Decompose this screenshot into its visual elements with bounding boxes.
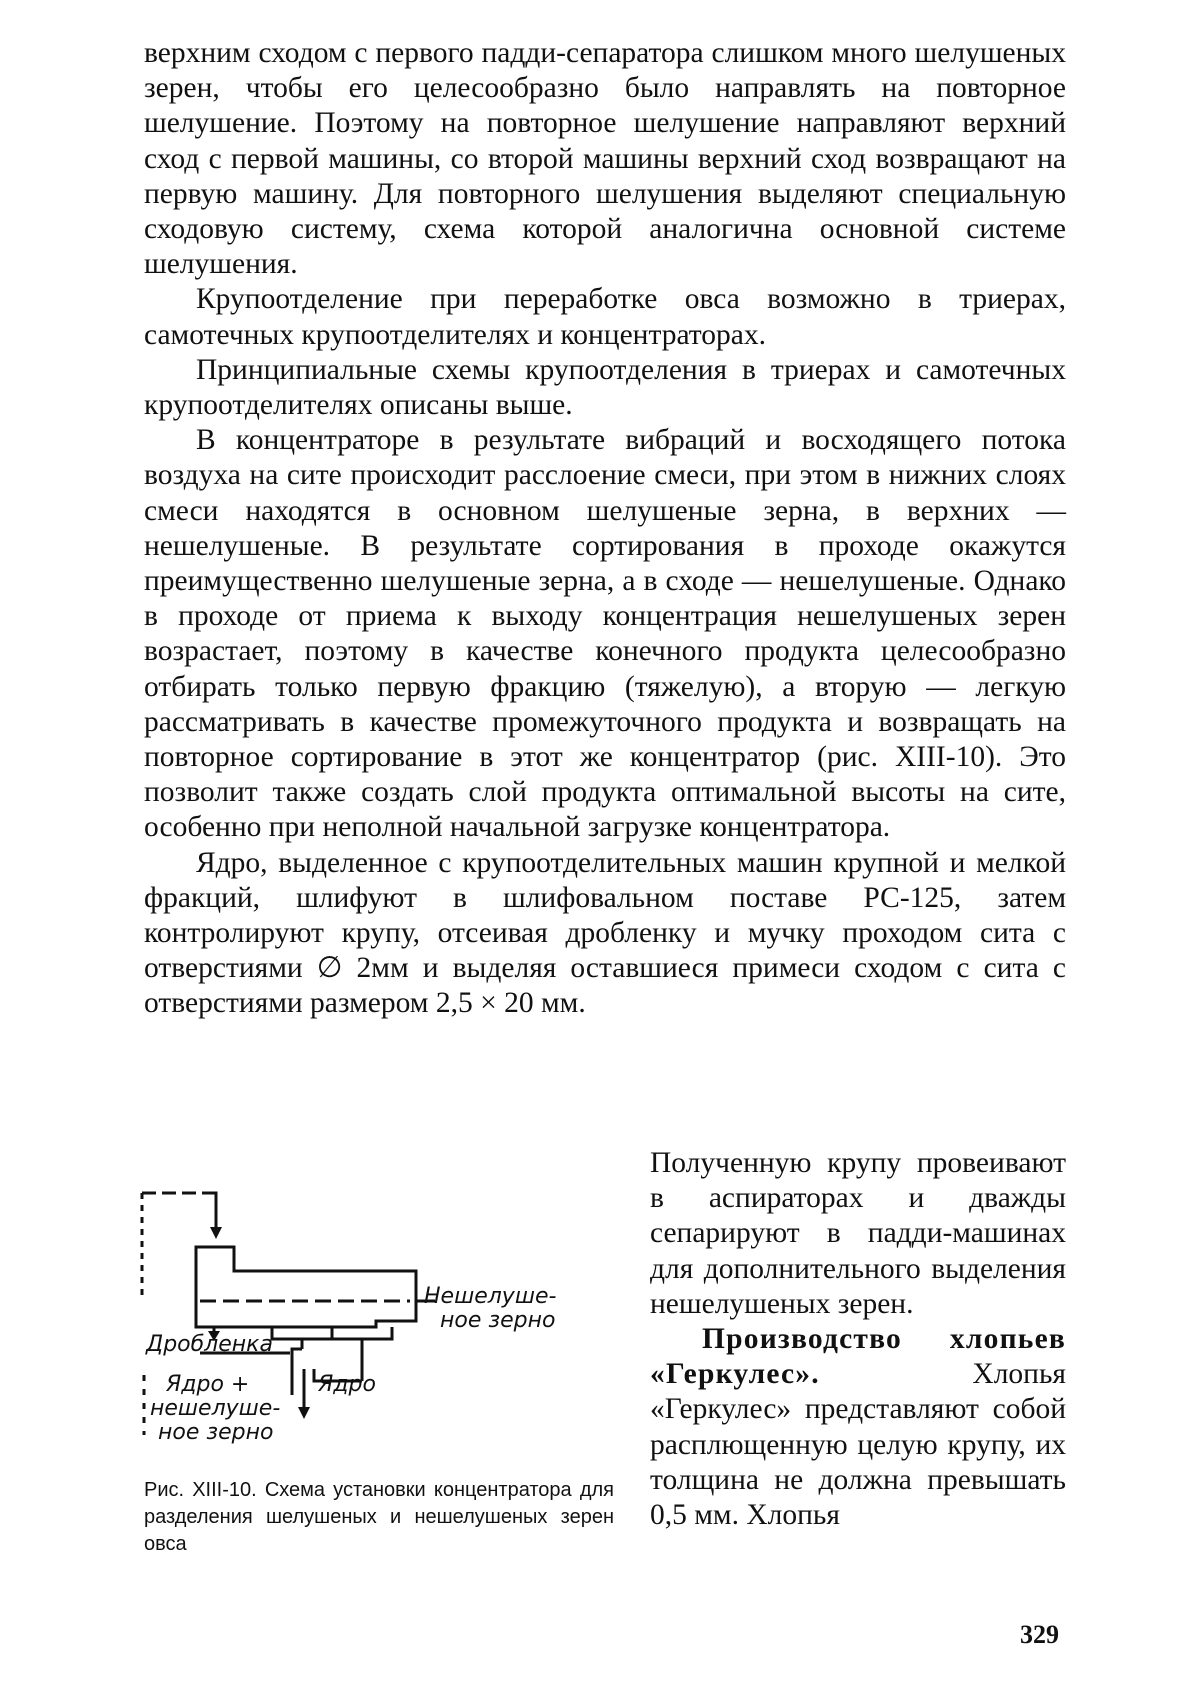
kernel-arrow [298, 1407, 310, 1419]
label-kernel-mix-2: нешелуше- [150, 1396, 280, 1421]
paragraph-5: Ядро, выделенное с крупоотделительных машин крупной и мелкой фракций, шлифуют в шлифовальном поставе РС-125, затем контролируют крупу, отсеивая дробленку и мучку проходом сита с отверстиями ∅ 2мм и выделяя оставшиеся примеси сходом с сита с отверстиями размером 2,5 × 20 мм. [144, 846, 1066, 1022]
label-kernel-mix-1: Ядро + [165, 1372, 249, 1397]
inlet-arrow [210, 1227, 222, 1239]
main-text [144, 36, 1066, 1022]
hopper-3 [332, 1327, 392, 1339]
section-text: Хлопья «Геркулес» представляют собой расплющенную целую крупу, их толщина не должна превышать 0,5 мм. Хлопья [650, 1358, 1066, 1531]
section-paragraph [650, 1322, 1066, 1533]
label-unhulled-1: Нешелуше- [424, 1284, 556, 1309]
right-column-continuation: Полученную крупу провеивают в аспираторах и дважды сепарируют в падди-машинах для дополнительного выделения нешелушеных зерен. [650, 1146, 1066, 1322]
kernel-mix-line [292, 1349, 302, 1395]
label-broken: Дробленка [145, 1332, 273, 1357]
book-page [0, 0, 1200, 1698]
hopper-2 [272, 1327, 332, 1339]
inlet-pipe [208, 1193, 216, 1231]
concentrator-scheme-figure [140, 1185, 620, 1445]
label-kernel: Ядро [317, 1372, 376, 1397]
paragraph-1: верхним сходом с первого падди-сепаратора слишком много шелушеных зерен, чтобы его целесообразно было направлять на повторное шелушение. Поэтому на повторное шелушение направляют верхний сход с первой машины, со второй машины верхний сход возвращают на первую машину. Для повторного шелушения выделяют специальную сходовую систему, схема которой аналогична основной системе шелушения. [144, 36, 1066, 282]
paragraph-2: Крупоотделение при переработке овса возможно в триерах, самотечных крупоотделителях и концентраторах. [144, 282, 1066, 352]
paragraph-4: В концентраторе в результате вибраций и восходящего потока воздуха на сите происходит расслоение смеси, при этом в нижних слоях смеси находятся в основном шелушеные зерна, в верхних — нешелушеные. В результате сортирования в проходе окажутся преимущественно шелушеные зерна, а в сходе — нешелушеные. Однако в проходе от приема к выходу концентрация нешелушеных зерен возрастает, поэтому в качестве конечного продукта целесообразно отбирать только первую фракцию (тяжелую), а вторую — легкую рассматривать в качестве промежуточного продукта и возвращать на повторное сортирование в этот же концентратор (рис. XIII-10). Это позволит также создать слой продукта оптимальной высоты на сите, особенно при неполной начальной загрузке концентратора. [144, 423, 1066, 845]
paragraph-3: Принципиальные схемы крупоотделения в триерах и самотечных крупоотделителях описаны выше. [144, 353, 1066, 423]
section-heading: Производство хлопьев «Геркулес». [650, 1323, 1066, 1390]
figure-caption: Рис. XIII-10. Схема установки концентратора для разделения шелушеных и нешелушеных зерен овса [144, 1477, 614, 1558]
right-column-text [650, 1146, 1066, 1533]
page-number: 329 [1020, 1620, 1059, 1650]
label-kernel-mix-3: ное зерно [158, 1420, 273, 1445]
label-unhulled-2: ное зерно [440, 1308, 555, 1333]
concentrator-body [196, 1247, 416, 1327]
